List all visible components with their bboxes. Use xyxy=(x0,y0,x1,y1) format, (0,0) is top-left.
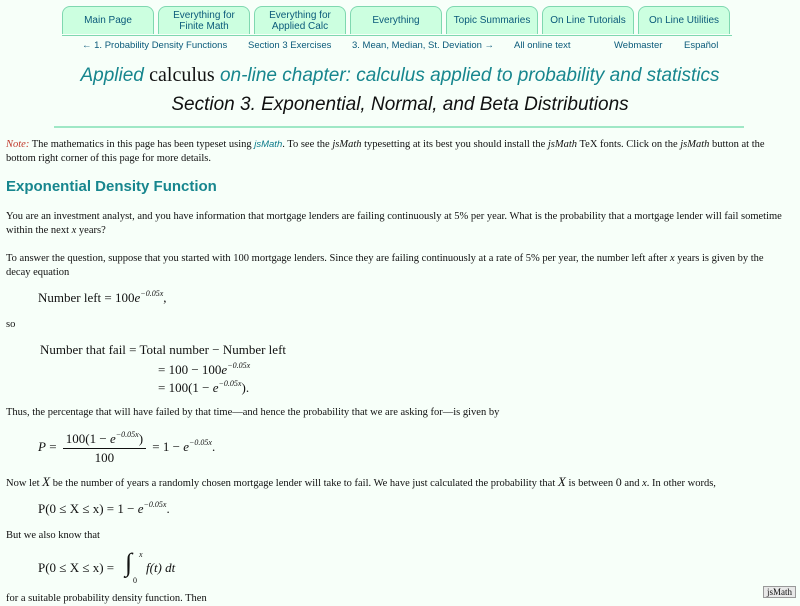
title-divider xyxy=(54,126,744,128)
tab-online-tutorials[interactable]: On Line Tutorials xyxy=(542,6,634,34)
jsmath-text-3: jsMath xyxy=(680,139,710,150)
all-online-text-link[interactable]: All online text xyxy=(514,40,571,51)
prev-section-link[interactable]: ← 1. Probability Density Functions xyxy=(82,40,228,51)
section-title: Section 3. Exponential, Normal, and Beta Distributions xyxy=(171,94,629,115)
equation-probability-cdf: $P(0 \le X \le x) = 1 - e^{-0.05x}$. xyxy=(38,500,170,516)
jsmath-button[interactable]: jsMath xyxy=(763,586,796,598)
tab-applied-calc[interactable]: Everything for Applied Calc xyxy=(254,6,346,34)
paragraph-4: Now let X be the number of years a randomly chosen mortgage lender will take to fail. We have just calculated the probability that X is between 0 and x. In other words, xyxy=(6,474,716,489)
paragraph-6: for a suitable probability density function. Then xyxy=(6,593,207,604)
tab-everything[interactable]: Everything xyxy=(350,6,442,34)
calculus-word: calculus xyxy=(149,64,215,86)
paragraph-3: Thus, the percentage that will have failed by that time—and hence the probability that we are asking for—is given by xyxy=(6,407,500,418)
jsmath-note xyxy=(6,138,786,166)
note-text-1: The mathematics in this page has been typeset using xyxy=(29,139,255,150)
text-so: so xyxy=(6,319,16,330)
note-text-4: TeX fonts. Click on the xyxy=(577,139,681,150)
jsmath-text-2: jsMath xyxy=(547,139,578,150)
tab-topic-summaries[interactable]: Topic Summaries xyxy=(446,6,538,34)
section-heading: Exponential Density Function xyxy=(6,178,217,195)
note-label: Note: xyxy=(6,139,30,150)
applied-word: Applied xyxy=(80,65,144,86)
chapter-title xyxy=(0,64,800,87)
equation-number-left: Number left = $100e^{-0.05x}$, xyxy=(38,289,167,305)
paragraph-2: To answer the question, suppose that you started with 100 mortgage lenders. Since they are failing continuously at a rate of 5% per year, the number left after x years is given by the decay equation xyxy=(6,253,764,278)
note-text-3: typesetting at its best you should install the xyxy=(361,139,548,150)
sub-navigation xyxy=(0,40,800,54)
chapter-subtitle: on-line chapter: calculus applied to probability and statistics xyxy=(219,65,720,86)
paragraph-1: You are an investment analyst, and you have information that mortgage lenders are failing continuously at 5% per year. What is the probability that a mortgage lender will fail sometime within the next x years? xyxy=(6,211,782,236)
jsmath-link[interactable]: jsMath xyxy=(254,139,283,150)
tab-main-page[interactable]: Main Page xyxy=(62,6,154,34)
equation-fail-line-2: = $100 - 100e^{-0.05x}$ xyxy=(158,361,251,377)
paragraph-5: But we also know that xyxy=(6,530,100,541)
note-text-2: . To see the xyxy=(282,139,333,150)
tab-online-utilities[interactable]: On Line Utilities xyxy=(638,6,730,34)
webmaster-link[interactable]: Webmaster xyxy=(614,40,663,51)
next-section-link[interactable]: 3. Mean, Median, St. Deviation → xyxy=(352,40,495,51)
fraction: $\frac{100(1 - e^{-0.05x})}{100}$ xyxy=(63,430,146,466)
equation-probability-fraction: P = $\frac{100(1 - e^{-0.05x})}{100}$ = $1 - e^{-0.05x}$. xyxy=(38,430,216,465)
tab-finite-math[interactable]: Everything for Finite Math xyxy=(158,6,250,34)
equation-fail-line-3: = $100(1 - e^{-0.05x})$. xyxy=(158,379,250,395)
exercises-link[interactable]: Section 3 Exercises xyxy=(248,40,332,51)
jsmath-text-1: jsMath xyxy=(332,139,362,150)
tabs-divider xyxy=(62,35,732,36)
equation-fail-line-1: Number that fail = Total number − Number left xyxy=(40,342,287,357)
espanol-link[interactable]: Español xyxy=(684,40,719,51)
integral-sign: ∫ xyxy=(125,548,133,577)
note-text-5: button at the bottom right corner of this page for more details. xyxy=(6,139,765,164)
